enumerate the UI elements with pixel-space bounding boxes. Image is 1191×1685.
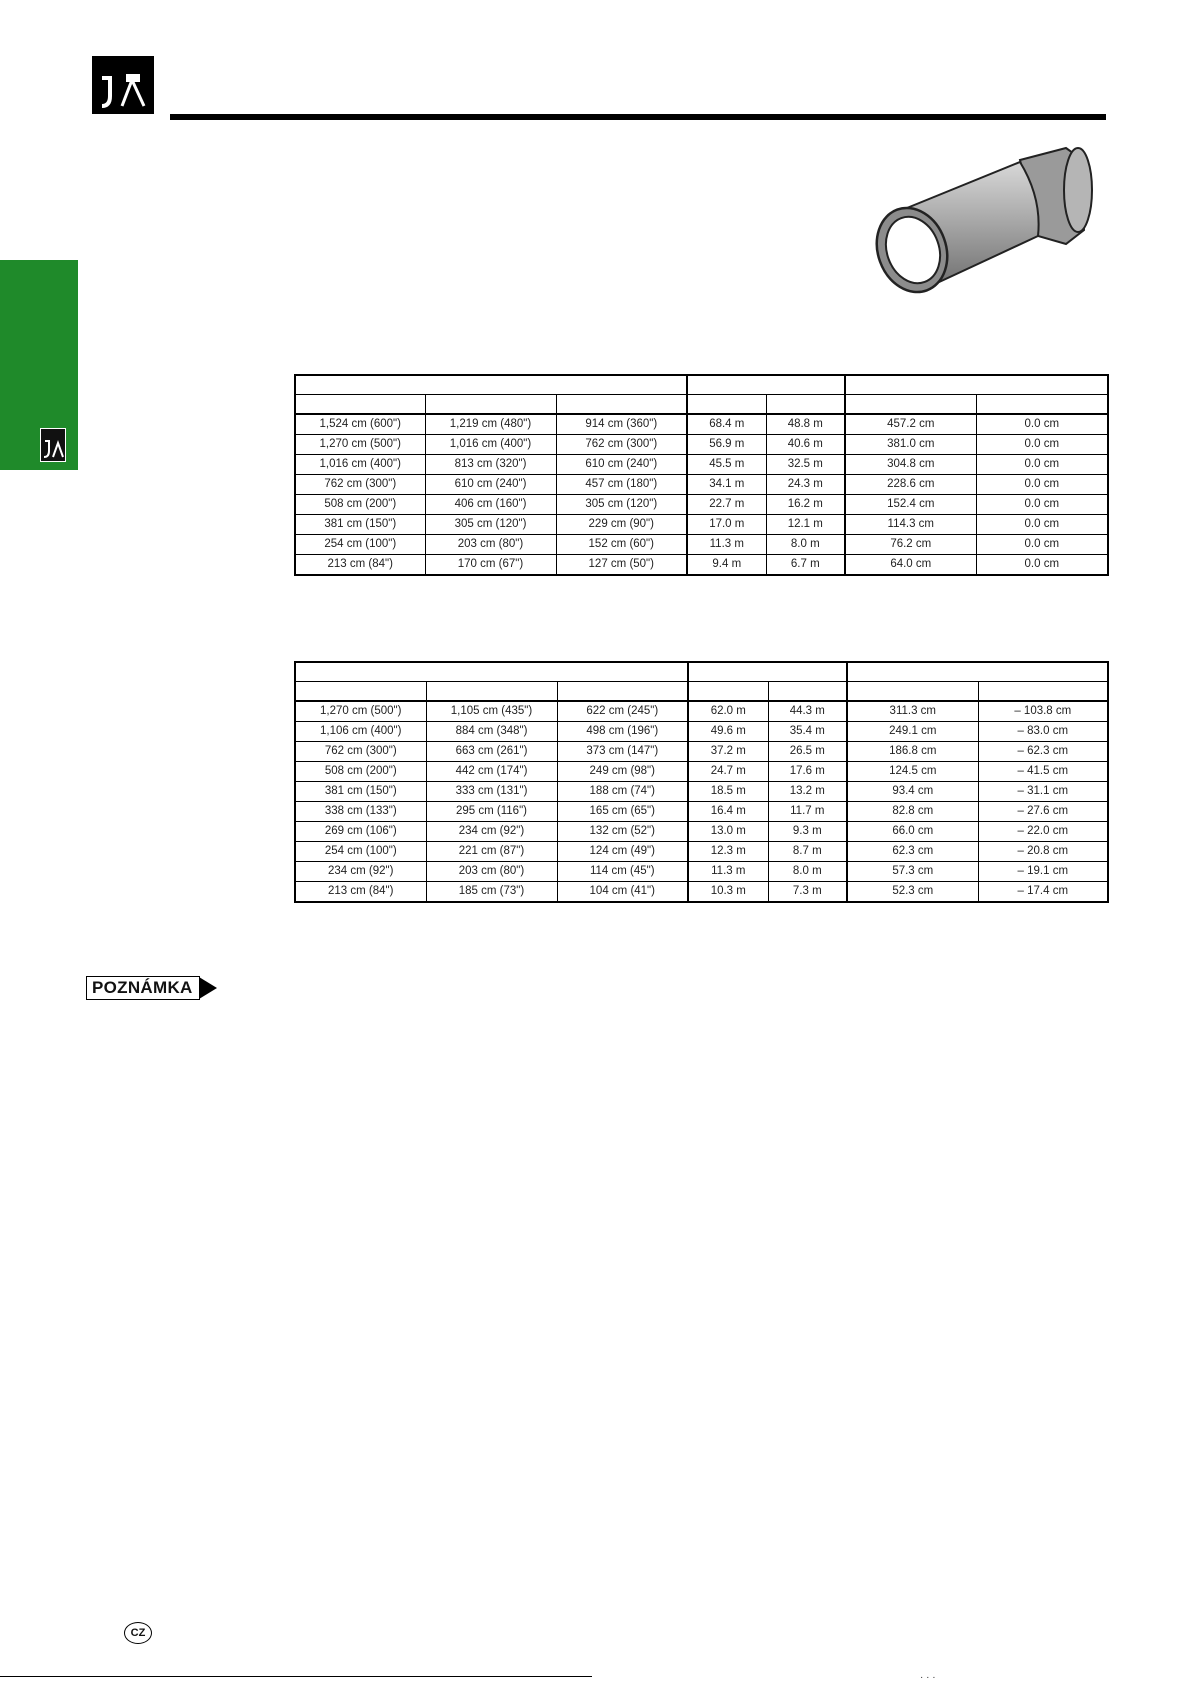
table-cell: 44.3 m [768, 701, 847, 722]
table-cell: 13.0 m [688, 822, 768, 842]
table-cell: 62.3 cm [847, 842, 978, 862]
header-cell [847, 662, 1108, 682]
table-row [295, 475, 1108, 495]
header-cell [847, 682, 978, 702]
table-cell: 57.3 cm [847, 862, 978, 882]
table-row [295, 435, 1108, 455]
projector-setup-icon [92, 56, 154, 114]
table-cell: 228.6 cm [845, 475, 976, 495]
header-cell [426, 682, 557, 702]
table-cell: 22.7 m [687, 495, 766, 515]
table-cell: 17.6 m [768, 762, 847, 782]
table-cell: 1,105 cm (435") [426, 701, 557, 722]
table-row [295, 822, 1108, 842]
table-cell: – 31.1 cm [978, 782, 1108, 802]
table-cell: 1,219 cm (480") [425, 414, 556, 435]
table-row [295, 742, 1108, 762]
table-cell: 35.4 m [768, 722, 847, 742]
table-cell: 249 cm (98") [557, 762, 688, 782]
table-cell: 34.1 m [687, 475, 766, 495]
table-cell: 234 cm (92") [426, 822, 557, 842]
table-cell: 0.0 cm [976, 515, 1108, 535]
table-cell: 813 cm (320") [425, 455, 556, 475]
table-cell: 508 cm (200") [295, 495, 425, 515]
table-subheader-row [295, 682, 1108, 702]
table-cell: 11.7 m [768, 802, 847, 822]
table-row [295, 762, 1108, 782]
table-cell: 152.4 cm [845, 495, 976, 515]
table-cell: 48.8 m [766, 414, 845, 435]
table-cell: 381.0 cm [845, 435, 976, 455]
table-cell: 10.3 m [688, 882, 768, 903]
table-cell: 24.3 m [766, 475, 845, 495]
table-cell: 1,106 cm (400") [295, 722, 426, 742]
table-cell: 338 cm (133") [295, 802, 426, 822]
table-cell: 442 cm (174") [426, 762, 557, 782]
table-cell: 26.5 m [768, 742, 847, 762]
header-rule [170, 114, 1106, 120]
table-cell: 8.0 m [768, 862, 847, 882]
table-cell: – 27.6 cm [978, 802, 1108, 822]
table-cell: – 20.8 cm [978, 842, 1108, 862]
table-cell: 66.0 cm [847, 822, 978, 842]
table-cell: 254 cm (100") [295, 535, 425, 555]
table-cell: 457 cm (180") [556, 475, 687, 495]
table-cell: 37.2 m [688, 742, 768, 762]
table-row [295, 535, 1108, 555]
table-cell: 11.3 m [687, 535, 766, 555]
table-row [295, 782, 1108, 802]
zoom-lens-image [870, 140, 1120, 315]
table-cell: 1,016 cm (400") [295, 455, 425, 475]
table-cell: 7.3 m [768, 882, 847, 903]
table-cell: 305 cm (120") [556, 495, 687, 515]
table-row [295, 495, 1108, 515]
table-cell: 45.5 m [687, 455, 766, 475]
table-cell: 24.7 m [688, 762, 768, 782]
table-cell: 884 cm (348") [426, 722, 557, 742]
table-cell: 170 cm (67") [425, 555, 556, 576]
table-row [295, 515, 1108, 535]
footer-marks: · · · [920, 1672, 936, 1683]
table-cell: 295 cm (116") [426, 802, 557, 822]
table-cell: – 22.0 cm [978, 822, 1108, 842]
table-body [295, 701, 1108, 902]
table-cell: 185 cm (73") [426, 882, 557, 903]
table-cell: 0.0 cm [976, 435, 1108, 455]
table-cell: 8.0 m [766, 535, 845, 555]
table-cell: 0.0 cm [976, 475, 1108, 495]
table-cell: 381 cm (150") [295, 515, 425, 535]
table-row [295, 701, 1108, 722]
table-cell: 269 cm (106") [295, 822, 426, 842]
table-cell: 0.0 cm [976, 495, 1108, 515]
arrow-right-icon [199, 977, 217, 999]
throw-distance-table-2 [294, 661, 1109, 903]
table-cell: 104 cm (41") [557, 882, 688, 903]
table-cell: 52.3 cm [847, 882, 978, 903]
header-cell [845, 395, 976, 415]
table-cell: 213 cm (84") [295, 555, 425, 576]
header-cell [557, 682, 688, 702]
table-cell: 82.8 cm [847, 802, 978, 822]
table-row [295, 842, 1108, 862]
table-cell: 188 cm (74") [557, 782, 688, 802]
table-cell: 508 cm (200") [295, 762, 426, 782]
table-row [295, 802, 1108, 822]
table-cell: 56.9 m [687, 435, 766, 455]
table-cell: 12.3 m [688, 842, 768, 862]
table-subheader-row [295, 395, 1108, 415]
table-cell: 62.0 m [688, 701, 768, 722]
table-cell: 13.2 m [768, 782, 847, 802]
table-cell: 11.3 m [688, 862, 768, 882]
table-cell: 16.4 m [688, 802, 768, 822]
table-cell: 381 cm (150") [295, 782, 426, 802]
table-header-row [295, 662, 1108, 682]
table-cell: 0.0 cm [976, 414, 1108, 435]
header-cell [295, 682, 426, 702]
table-cell: 1,270 cm (500") [295, 701, 426, 722]
header-cell [687, 395, 766, 415]
table-cell: – 83.0 cm [978, 722, 1108, 742]
table-cell: – 19.1 cm [978, 862, 1108, 882]
table-cell: – 62.3 cm [978, 742, 1108, 762]
header-cell [295, 395, 425, 415]
table-cell: 12.1 m [766, 515, 845, 535]
table-cell: 663 cm (261") [426, 742, 557, 762]
table-row [295, 455, 1108, 475]
table-row [295, 555, 1108, 576]
table-cell: 32.5 m [766, 455, 845, 475]
table-row [295, 414, 1108, 435]
table-cell: 457.2 cm [845, 414, 976, 435]
table-cell: 762 cm (300") [295, 742, 426, 762]
table-cell: 333 cm (131") [426, 782, 557, 802]
table-cell: 6.7 m [766, 555, 845, 576]
table-cell: – 103.8 cm [978, 701, 1108, 722]
table-cell: 124.5 cm [847, 762, 978, 782]
table-cell: 1,524 cm (600") [295, 414, 425, 435]
table-cell: 8.7 m [768, 842, 847, 862]
table-cell: 9.4 m [687, 555, 766, 576]
table-row [295, 862, 1108, 882]
header-cell [768, 682, 847, 702]
table-cell: 114 cm (45") [557, 862, 688, 882]
table-cell: 68.4 m [687, 414, 766, 435]
table-cell: 762 cm (300") [556, 435, 687, 455]
table-cell: 304.8 cm [845, 455, 976, 475]
header-cell [425, 395, 556, 415]
table-cell: 254 cm (100") [295, 842, 426, 862]
note-label-text: POZNÁMKA [86, 976, 200, 1000]
table-cell: 406 cm (160") [425, 495, 556, 515]
throw-distance-table-1 [294, 374, 1109, 576]
table-cell: 9.3 m [768, 822, 847, 842]
table-cell: 17.0 m [687, 515, 766, 535]
header-cell [687, 375, 845, 395]
table-cell: 16.2 m [766, 495, 845, 515]
table-cell: 249.1 cm [847, 722, 978, 742]
table-cell: 914 cm (360") [556, 414, 687, 435]
table-cell: 93.4 cm [847, 782, 978, 802]
table-cell: 762 cm (300") [295, 475, 425, 495]
table-cell: 114.3 cm [845, 515, 976, 535]
table-cell: 622 cm (245") [557, 701, 688, 722]
table-cell: 64.0 cm [845, 555, 976, 576]
table-cell: 127 cm (50") [556, 555, 687, 576]
table-cell: 0.0 cm [976, 535, 1108, 555]
table-cell: 229 cm (90") [556, 515, 687, 535]
table-cell: 76.2 cm [845, 535, 976, 555]
table-cell: 311.3 cm [847, 701, 978, 722]
table-cell: 18.5 m [688, 782, 768, 802]
table-cell: 373 cm (147") [557, 742, 688, 762]
table-cell: 203 cm (80") [425, 535, 556, 555]
table-cell: 0.0 cm [976, 455, 1108, 475]
table-body [295, 414, 1108, 575]
footer-rule [0, 1676, 592, 1677]
header-cell [295, 375, 687, 395]
header-cell [688, 662, 847, 682]
header-cell [976, 395, 1108, 415]
table-cell: 124 cm (49") [557, 842, 688, 862]
table-cell: 40.6 m [766, 435, 845, 455]
table-cell: 213 cm (84") [295, 882, 426, 903]
table-cell: 498 cm (196") [557, 722, 688, 742]
header-cell [845, 375, 1108, 395]
table-cell: 1,270 cm (500") [295, 435, 425, 455]
language-badge: CZ [124, 1622, 152, 1644]
header-cell [688, 682, 768, 702]
table-cell: 234 cm (92") [295, 862, 426, 882]
note-label [86, 976, 217, 1002]
side-tab [0, 260, 78, 470]
header-cell [766, 395, 845, 415]
table-cell: 165 cm (65") [557, 802, 688, 822]
table-cell: 132 cm (52") [557, 822, 688, 842]
header-cell [556, 395, 687, 415]
table-cell: 49.6 m [688, 722, 768, 742]
table-cell: 152 cm (60") [556, 535, 687, 555]
table-cell: – 41.5 cm [978, 762, 1108, 782]
table-cell: 221 cm (87") [426, 842, 557, 862]
table-cell: 610 cm (240") [425, 475, 556, 495]
table-cell: – 17.4 cm [978, 882, 1108, 903]
header-cell [978, 682, 1108, 702]
table-cell: 186.8 cm [847, 742, 978, 762]
header-cell [295, 662, 688, 682]
table-cell: 203 cm (80") [426, 862, 557, 882]
projector-setup-icon [40, 428, 66, 462]
table-header-row [295, 375, 1108, 395]
table-row [295, 882, 1108, 903]
table-cell: 610 cm (240") [556, 455, 687, 475]
table-cell: 0.0 cm [976, 555, 1108, 576]
table-row [295, 722, 1108, 742]
table-cell: 1,016 cm (400") [425, 435, 556, 455]
table-cell: 305 cm (120") [425, 515, 556, 535]
